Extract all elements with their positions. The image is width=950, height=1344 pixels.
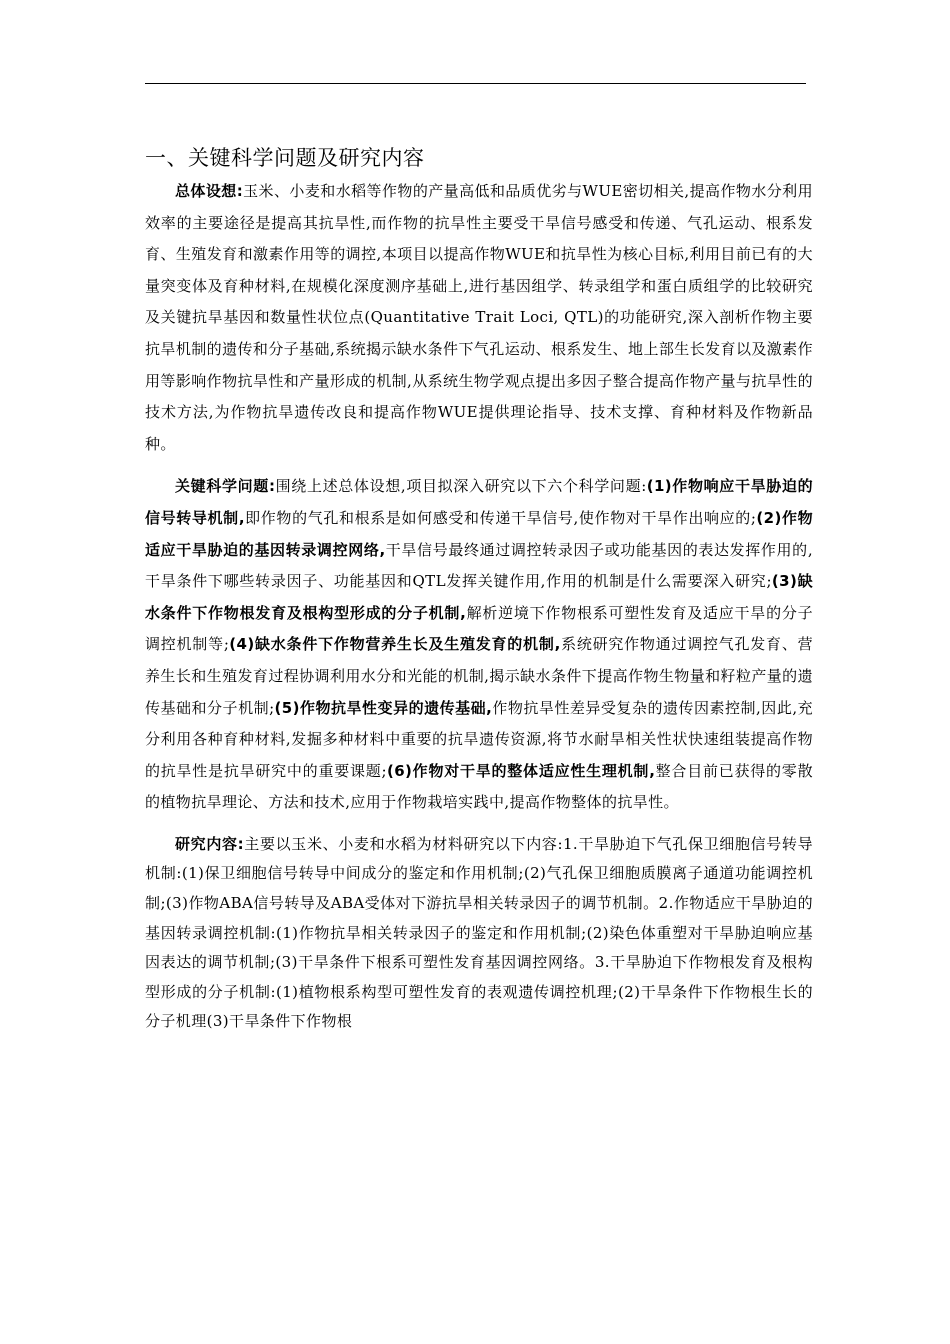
research-text: 主要以玉米、小麦和水稻为材料研究以下内容:1.干旱胁迫下气孔保卫细胞信号转导机制:(1)保卫细胞信号转导中间成分的鉴定和作用机制;(2)气孔保卫细胞质膜离子通道功能调控机制;(3)作物ABA信号转导及ABA受体对下游抗旱相关转录因子的调节机制。2.作物适应干旱胁迫的基因转录调控机制:(1)作物抗旱相关转录因子的鉴定和作用机制;(2)染色体重塑对干旱胁迫响应基因表达的调节机制;(3)干旱条件下根系可塑性发育基因调控网络。3.干旱胁迫下作物根发育及根构型形成的分子机制:(1)植物根系构型可塑性发育的表观遗传调控机理;(2)干旱条件下作物根生长的分子机理(3)干旱条件下作物根 bbox=[145, 834, 813, 1031]
question-2-title: (2)作物适应干旱胁迫的基因转录调控网络, bbox=[145, 508, 813, 559]
header-rule bbox=[145, 83, 806, 84]
research-paragraph bbox=[145, 830, 813, 1037]
question-6-title: (6)作物对干旱的整体适应性生理机制, bbox=[386, 761, 656, 780]
overall-label: 总体设想: bbox=[175, 182, 244, 200]
question-1-text: 即作物的气孔和根系是如何感受和传递干旱信号,使作物对干旱作出响应的; bbox=[244, 508, 757, 527]
overall-paragraph bbox=[145, 176, 813, 460]
question-3-text: 解析逆境下作物根系可塑性发育及适应干旱的分子调控机制等; bbox=[145, 603, 813, 654]
key-questions-intro: 围绕上述总体设想,项目拟深入研究以下六个科学问题: bbox=[275, 477, 647, 496]
question-6-text: 整合目前已获得的零散的植物抗旱理论、方法和技术,应用于作物栽培实践中,提高作物整体的抗旱性。 bbox=[145, 761, 813, 812]
question-4-text: 系统研究作物通过调控气孔发育、营养生长和生殖发育过程协调利用水分和光能的机制,揭示缺水条件下提高作物生物量和籽粒产量的遗传基础和分子机制; bbox=[145, 635, 813, 717]
question-5-title: (5)作物抗旱性变异的遗传基础, bbox=[274, 698, 493, 717]
question-5-text: 作物抗旱性差异受复杂的遗传因素控制,因此,充分利用各种育种材料,发掘多种材料中重要的抗旱遗传资源,将节水耐旱相关性状快速组装提高作物的抗旱性是抗旱研究中的重要课题; bbox=[145, 698, 814, 780]
overall-text: 玉米、小麦和水稻等作物的产量高低和品质优劣与WUE密切相关,提高作物水分利用效率的主要途径是提高其抗旱性,而作物的抗旱性主要受干旱信号感受和传递、气孔运动、根系发育、生殖发育和激素作用等的调控,本项目以提高作物WUE和抗旱性为核心目标,利用目前已有的大量突变体及育种材料,在规模化深度测序基础上,进行基因组学、转录组学和蛋白质组学的比较研究及关键抗旱基因和数量性状位点(Quantitative Trait Loci, QTL)的功能研究,深入剖析作物主要抗旱机制的遗传和分子基础,系统揭示缺水条件下气孔运动、根系发生、地上部生长发育以及激素作用等影响作物抗旱性和产量形成的机制,从系统生物学观点提出多因子整合提高作物产量与抗旱性的技术方法,为作物抗旱遗传改良和提高作物WUE提供理论指导、技术支撑、育种材料及作物新品种。 bbox=[145, 182, 814, 453]
research-label: 研究内容: bbox=[175, 834, 245, 853]
document-body bbox=[145, 140, 813, 1037]
question-4-title: (4)缺水条件下作物营养生长及生殖发育的机制, bbox=[229, 635, 561, 654]
key-questions-paragraph bbox=[145, 471, 813, 819]
question-1-title: (1)作物响应干旱胁迫的信号转导机制, bbox=[145, 477, 813, 527]
question-3-title: (3)缺水条件下作物根发育及根构型形成的分子机制, bbox=[145, 572, 814, 622]
key-questions-label: 关键科学问题: bbox=[175, 477, 276, 496]
question-2-text: 干旱信号最终通过调控转录因子或功能基因的表达发挥作用的,干旱条件下哪些转录因子、功能基因和QTL发挥关键作用,作用的机制是什么需要深入研究; bbox=[145, 540, 813, 591]
section-title: 一、关键科学问题及研究内容 bbox=[145, 146, 425, 170]
